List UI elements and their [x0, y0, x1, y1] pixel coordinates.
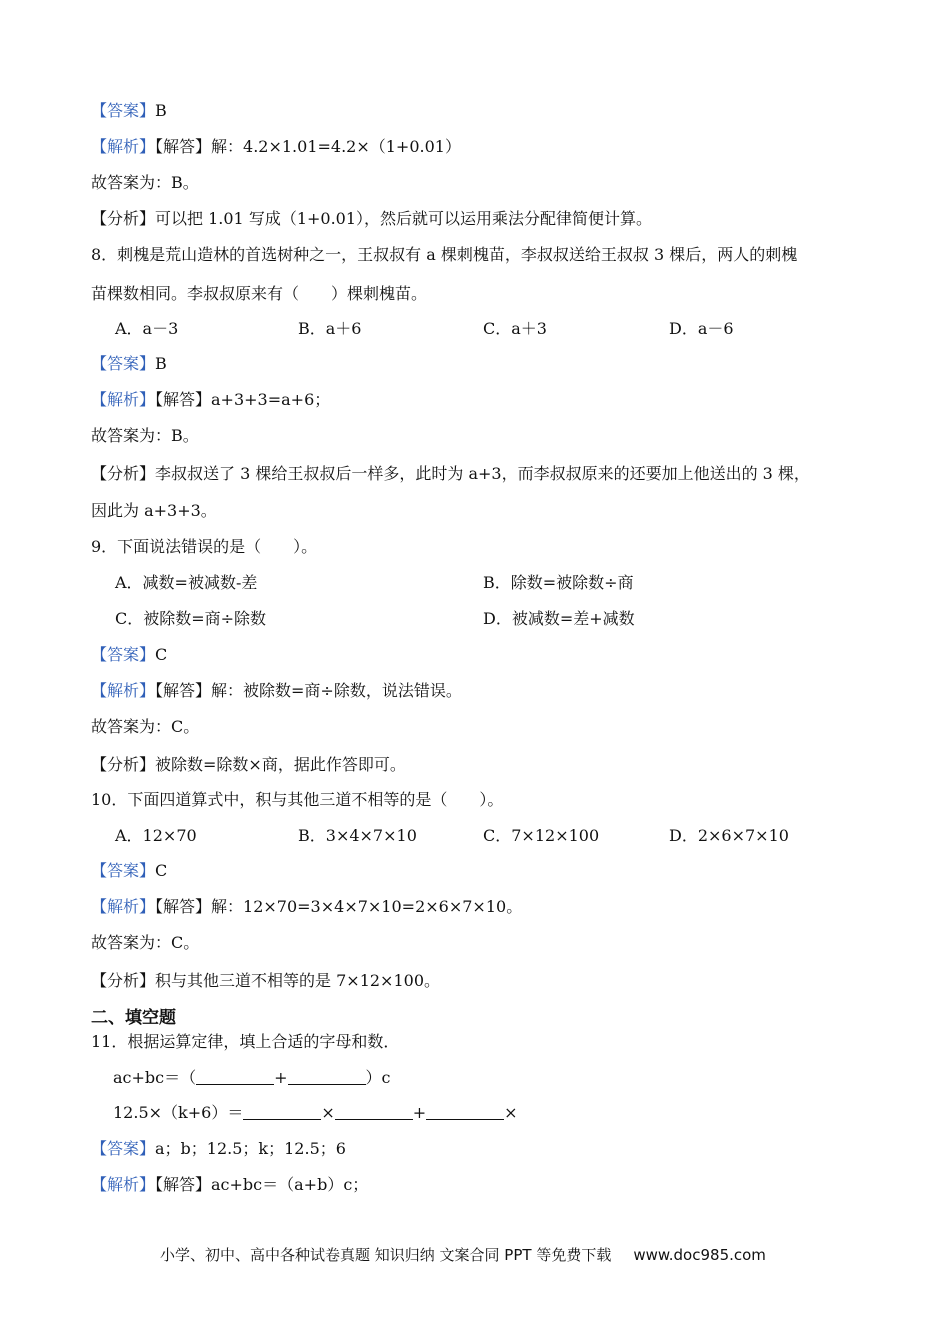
- q11-blank-5: [426, 1103, 504, 1120]
- q11-row2: [113, 1102, 518, 1124]
- q11-row2-end: ×: [504, 1103, 518, 1122]
- q11-analysis: 【解答】ac+bc＝（a+b）c；: [155, 1175, 369, 1194]
- q11-row2-plus: +: [412, 1103, 427, 1122]
- q8-fenxi-line1: [91, 463, 810, 485]
- q11-stem: 11．根据运算定律，填上合适的字母和数．: [91, 1032, 400, 1051]
- answer-tag: 【答案】: [91, 645, 156, 664]
- q11-answer-line: [91, 1138, 346, 1160]
- q9-analysis: 【解答】解：被除数=商÷除数，说法错误。: [155, 681, 462, 700]
- q8-option-c: C．a＋3: [483, 319, 547, 338]
- footer-url: www.doc985.com: [633, 1246, 766, 1264]
- q8-stem-line1: 8．刺槐是荒山造林的首选树种之一，王叔叔有 a 棵刺槐苗，李叔叔送给王叔叔 3 棵后，两人的刺槐: [91, 245, 798, 264]
- q8-answer-line: [91, 353, 167, 375]
- q11-row1-plus: +: [274, 1068, 288, 1087]
- q9-fenxi: 被除数=除数×商，据此作答即可。: [155, 755, 406, 774]
- q8-result: 故答案为：B。: [91, 426, 199, 445]
- q10-fenxi-line: [91, 970, 440, 992]
- q9-option-b: B．除数=被除数÷商: [483, 573, 634, 592]
- fenxi-tag: 【分析】: [91, 755, 156, 774]
- q9-option-a: A．减数=被减数-差: [115, 573, 258, 592]
- q8-analysis-line: [91, 389, 330, 411]
- q7-analysis-line: [91, 136, 461, 158]
- q8-option-b: B．a＋6: [298, 319, 362, 338]
- q7-answer-line: [91, 100, 167, 122]
- q11-row2-start: 12.5×（k+6）＝: [113, 1103, 244, 1122]
- analysis-tag: 【解析】: [91, 137, 156, 156]
- q10-option-a: A．12×70: [115, 826, 197, 845]
- q10-answer-line: [91, 860, 167, 882]
- q11-blank-1: [196, 1068, 274, 1085]
- q9-answer: C: [155, 645, 168, 664]
- q7-fenxi-line: [91, 208, 652, 230]
- q8-fenxi-line2: 因此为 a+3+3。: [91, 501, 217, 520]
- q9-stem: 9．下面说法错误的是（ ）。: [91, 537, 318, 556]
- analysis-tag: 【解析】: [91, 390, 156, 409]
- q10-option-b: B．3×4×7×10: [298, 826, 417, 845]
- section-title: 二、填空题: [91, 1008, 176, 1028]
- q10-result: 故答案为：C。: [91, 933, 200, 952]
- q10-answer: C: [155, 861, 168, 880]
- q10-fenxi: 积与其他三道不相等的是 7×12×100。: [155, 971, 440, 990]
- answer-tag: 【答案】: [91, 354, 156, 373]
- answer-tag: 【答案】: [91, 1139, 156, 1158]
- page-footer: [160, 1244, 766, 1266]
- q7-fenxi: 可以把 1.01 写成（1+0.01），然后就可以运用乘法分配律简便计算。: [155, 209, 653, 228]
- q11-blank-3: [243, 1103, 321, 1120]
- q8-option-a: A．a－3: [115, 319, 179, 338]
- fenxi-tag: 【分析】: [91, 464, 156, 483]
- q7-answer: B: [155, 101, 167, 120]
- q10-analysis: 【解答】解：12×70=3×4×7×10=2×6×7×10。: [155, 897, 523, 916]
- q11-answer: a；b；12.5；k；12.5；6: [155, 1139, 346, 1158]
- q11-blank-2: [288, 1068, 366, 1085]
- q10-analysis-line: [91, 896, 522, 918]
- fenxi-tag: 【分析】: [91, 209, 156, 228]
- q9-answer-line: [91, 644, 167, 666]
- q8-fenxi-1: 李叔叔送了 3 棵给王叔叔后一样多，此时为 a+3，而李叔叔原来的还要加上他送出的 3 棵，: [155, 464, 810, 483]
- answer-tag: 【答案】: [91, 861, 156, 880]
- q8-stem-line2: 苗棵数相同。李叔叔原来有（ ）棵刺槐苗。: [91, 284, 428, 303]
- q11-row2-times: ×: [321, 1103, 335, 1122]
- analysis-tag: 【解析】: [91, 681, 156, 700]
- q11-row1: [113, 1067, 391, 1089]
- q7-analysis: 【解答】解：4.2×1.01=4.2×（1+0.01）: [155, 137, 461, 156]
- q9-option-d: D．被减数=差+减数: [483, 609, 635, 628]
- q9-fenxi-line: [91, 754, 406, 776]
- analysis-tag: 【解析】: [91, 897, 156, 916]
- q11-analysis-line: [91, 1174, 368, 1196]
- q10-option-d: D．2×6×7×10: [669, 826, 789, 845]
- answer-tag: 【答案】: [91, 101, 156, 120]
- q10-option-c: C．7×12×100: [483, 826, 600, 845]
- q7-result: 故答案为：B。: [91, 173, 199, 192]
- q10-stem: 10．下面四道算式中，积与其他三道不相等的是（ ）。: [91, 790, 504, 809]
- footer-text: 小学、初中、高中各种试卷真题 知识归纳 文案合同 PPT 等免费下载: [160, 1246, 612, 1264]
- q11-row1-start: ac+bc＝（: [113, 1068, 197, 1087]
- analysis-tag: 【解析】: [91, 1175, 156, 1194]
- q9-option-c: C．被除数=商÷除数: [115, 609, 267, 628]
- q11-row1-end: ）c: [365, 1068, 391, 1087]
- q9-result: 故答案为：C。: [91, 717, 200, 736]
- q11-blank-4: [335, 1103, 413, 1120]
- q9-analysis-line: [91, 680, 462, 702]
- q8-analysis: 【解答】a+3+3=a+6；: [155, 390, 331, 409]
- q8-answer: B: [155, 354, 167, 373]
- q8-option-d: D．a－6: [669, 319, 734, 338]
- fenxi-tag: 【分析】: [91, 971, 156, 990]
